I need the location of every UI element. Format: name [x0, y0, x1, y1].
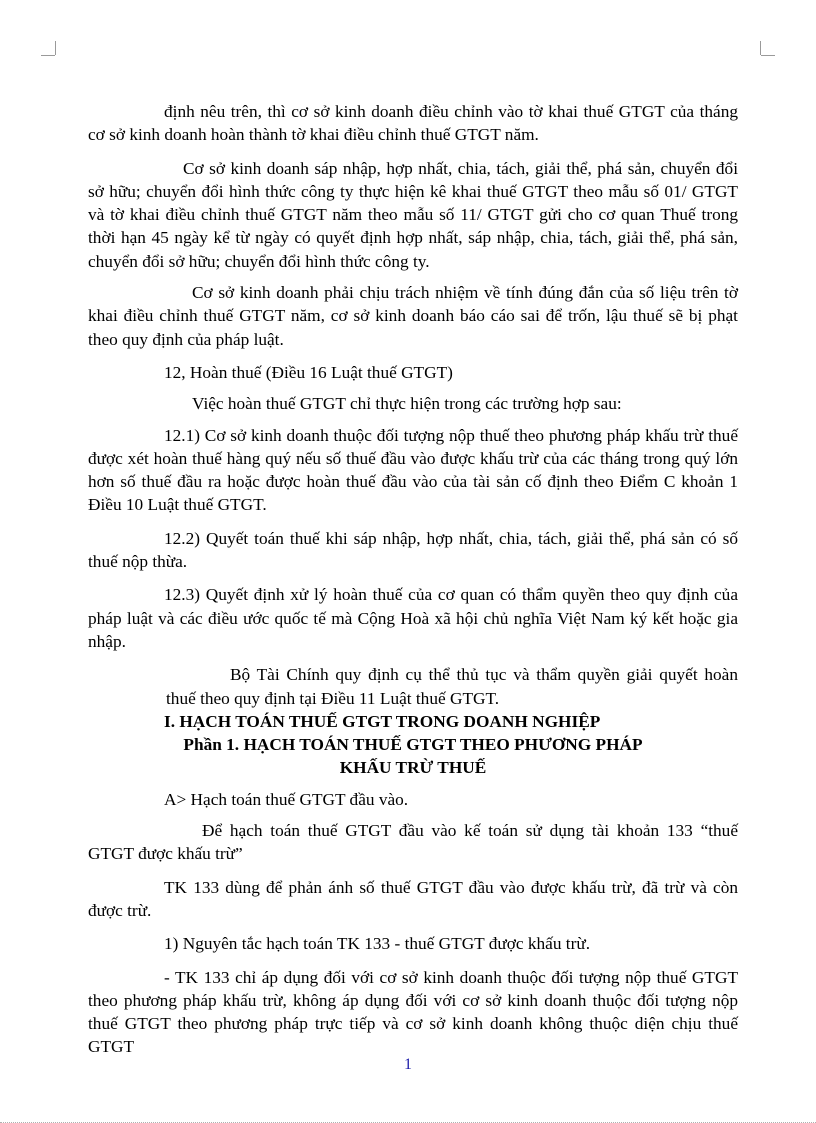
heading-accounting: I. HẠCH TOÁN THUẾ GTGT TRONG DOANH NGHIỆP: [164, 711, 601, 731]
paragraph-tk133-purpose: TK 133 dùng để phản ánh số thuế GTGT đầu vào được khấu trừ, đã trừ và còn được trừ.: [88, 877, 738, 920]
item-12-3: 12.3) Quyết định xử lý hoàn thuế của cơ quan có thẩm quyền theo quy định của pháp luật và các điều ước quốc tế mà Cộng Hoà xã hội chủ nghĩa Việt Nam ký kết hoặc gia nhập.: [88, 585, 738, 651]
item-12-1: 12.1) Cơ sở kinh doanh thuộc đối tượng nộp thuế theo phương pháp khấu trừ thuế được xét hoàn thuế hàng quý nếu số thuế đầu vào được khấu trừ của các tháng trong quý lớn hơn số thuế đầu ra hoặc được hoàn thuế đầu vào của tài sản cố định theo Điểm C khoản 1 Điều 10 Luật thuế GTGT.: [88, 425, 738, 515]
crop-mark-top-right: [760, 55, 761, 56]
paragraph-responsibility: Cơ sở kinh doanh phải chịu trách nhiệm về tính đúng đắn của số liệu trên tờ khai điều chỉnh thuế GTGT năm, cơ sở kinh doanh báo cáo sai để trốn, lậu thuế sẽ bị phạt theo quy định của pháp luật.: [88, 283, 738, 349]
paragraph-refund-cases: Việc hoàn thuế GTGT chỉ thực hiện trong các trường hợp sau:: [192, 394, 622, 414]
paragraph-account-133: Để hạch toán thuế GTGT đầu vào kế toán sử dụng tài khoản 133 “thuế GTGT được khấu trừ”: [88, 821, 738, 864]
page-number: 1: [404, 1056, 412, 1073]
crop-mark-top-left: [55, 55, 56, 56]
item-12-2: 12.2) Quyết toán thuế khi sáp nhập, hợp nhất, chia, tách, giải thể, phá sản có số thuế nộp thừa.: [88, 528, 738, 572]
paragraph-continuation: định nêu trên, thì cơ sở kinh doanh điều chỉnh vào tờ khai thuế GTGT của tháng cơ sở kinh doanh hoàn thành tờ khai điều chỉnh thuế GTGT năm.: [88, 102, 738, 145]
paragraph-ministry: [88, 663, 738, 710]
subheading-tk133-principle: 1) Nguyên tắc hạch toán TK 133 - thuế GTGT được khấu trừ.: [164, 934, 591, 954]
heading-part1-line1: Phần 1. HẠCH TOÁN THUẾ GTGT THEO PHƯƠNG PHÁP: [183, 735, 643, 755]
document-page: [88, 100, 738, 1059]
heading-part1-line2: KHẤU TRỪ THUẾ: [339, 758, 487, 778]
section-refund-title: 12, Hoàn thuế (Điều 16 Luật thuế GTGT): [164, 362, 453, 382]
subheading-input-vat: A> Hạch toán thuế GTGT đầu vào.: [164, 789, 409, 809]
paragraph-tk133-scope: - TK 133 chỉ áp dụng đối với cơ sở kinh doanh thuộc đối tượng nộp thuế GTGT theo phương pháp khấu trừ, không áp dụng đối với cơ sở kinh doanh thuộc đối tượng nộp thuế GTGT theo phương pháp trực tiếp và cơ sở kinh doanh không thuộc diện chịu thuế GTGT: [88, 967, 738, 1057]
paragraph-ministry-line1: Bộ Tài Chính quy định cụ thể thủ tục và thẩm quyền giải quyết hoàn: [230, 665, 738, 685]
paragraph-merger-declaration: Cơ sở kinh doanh sáp nhập, hợp nhất, chia, tách, giải thể, phá sản, chuyển đổi sở hữu; chuyển đổi hình thức công ty thực hiện kê khai thuế GTGT theo mẫu số 01/ GTGT và tờ khai điều chỉnh thuế GTGT năm theo mẫu số 11/ GTGT gửi cho cơ quan Thuế trong thời hạn 45 ngày kể từ ngày có quyết định hợp nhất, sáp nhập, chia, tách, giải thể, phá sản, chuyển đổi sở hữu; chuyển đổi hình thức công ty.: [88, 158, 738, 271]
paragraph-ministry-line2: thuế theo quy định tại Điều 11 Luật thuế GTGT.: [166, 688, 500, 708]
